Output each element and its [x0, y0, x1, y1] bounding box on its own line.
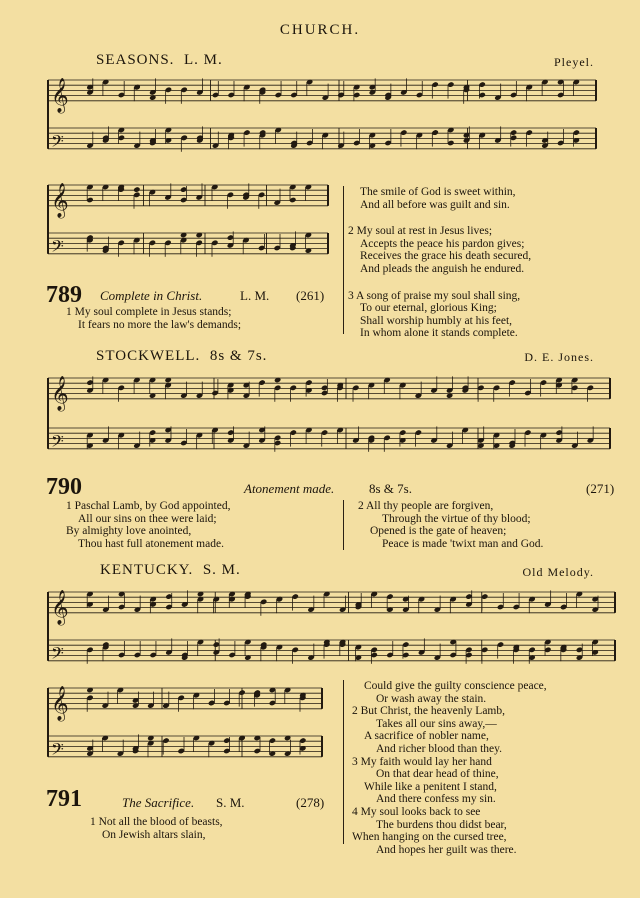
treble-clef-icon: 𝄞	[51, 182, 69, 218]
column-divider-791	[343, 680, 344, 844]
hymn-790-verse-left: 1 Paschal Lamb, by God appointed, All our sins on thee were laid; By almighty love anointed, Thou hast full atonement made.	[66, 500, 231, 550]
hymn-789-verse-right: The smile of God is sweet within, And all before was guilt and sin. 2 My soul at rest in Jesus lives; Accepts the peace his pardon gives; Receives the grace his death secured, And pleads the anguish he endured. 3 A song of praise my soul shall sing, To our eternal, glorious King; Shall worship humbly at his feet, In whom alone it stands complete.	[348, 186, 532, 340]
tune-composer-kentucky: Old Melody.	[522, 565, 594, 579]
hymn-790-verse-right: 2 All thy people are forgiven, Through the virtue of thy blood; Opened is the gate of heaven; Peace is made 'twixt man and God.	[358, 500, 544, 550]
hymn-791-verse-right: Could give the guilty conscience peace, Or wash away the stain. 2 But Christ, the heavenly Lamb, Takes all our sins away,— A sacrifice of nobler name, And richer blood than they. 3 My faith would lay her hand On that dear head of thine, While like a penitent I stand, And there confess my sin. 4 My soul looks back to see The burdens thou didst bear, When hanging on the cursed tree, And hopes her guilt was there.	[352, 680, 547, 856]
bass-clef-icon: 𝄢	[51, 235, 64, 260]
bass-clef-icon: 𝄢	[51, 430, 64, 455]
treble-clef-icon: 𝄞	[51, 375, 69, 411]
treble-clef-icon: 𝄞	[51, 589, 69, 625]
hymn-789-verse-left: 1 My soul complete in Jesus stands; It fears no more the law's demands;	[66, 306, 242, 331]
tune-composer-seasons: Pleyel.	[554, 55, 594, 69]
bass-clef-icon: 𝄢	[51, 642, 64, 667]
treble-clef-icon: 𝄞	[51, 77, 69, 113]
hymn-meter-789: L. M.	[240, 288, 270, 303]
hymn-ref-790: (271)	[586, 481, 615, 496]
tune-title-kentucky: KENTUCKY. S. M.	[100, 562, 241, 578]
hymn-number-790: 790	[46, 474, 82, 500]
hymn-791-verse-left: 1 Not all the blood of beasts, On Jewish altars slain,	[90, 816, 223, 841]
hymn-meter-791: S. M.	[216, 795, 245, 810]
hymn-title-789: Complete in Christ.	[100, 288, 203, 303]
hymn-title-790: Atonement made.	[244, 481, 335, 496]
treble-clef-icon: 𝄞	[51, 685, 69, 721]
bass-clef-icon: 𝄢	[51, 130, 64, 155]
tune-title-seasons: SEASONS. L. M.	[96, 52, 223, 68]
bass-clef-icon: 𝄢	[51, 738, 64, 763]
hymn-title-791: The Sacrifice.	[122, 795, 195, 810]
page-header: CHURCH.	[279, 22, 361, 38]
hymn-ref-791: (278)	[296, 795, 325, 810]
tune-composer-stockwell: D. E. Jones.	[524, 350, 594, 364]
hymn-number-791: 791	[46, 786, 82, 812]
hymn-meter-790: 8s & 7s.	[369, 481, 412, 496]
hymn-number-789: 789	[46, 282, 82, 308]
hymn-ref-789: (261)	[296, 288, 325, 303]
tune-title-stockwell: STOCKWELL. 8s & 7s.	[96, 348, 268, 364]
